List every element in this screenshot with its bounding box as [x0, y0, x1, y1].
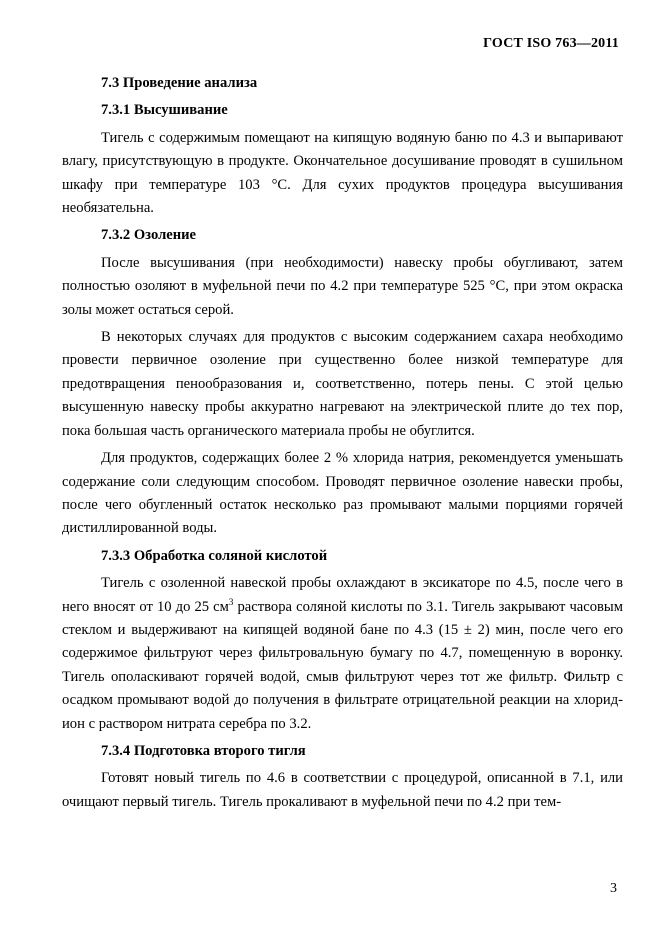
document-header: ГОСТ ISO 763—2011 — [483, 36, 619, 51]
document-body — [62, 72, 623, 818]
page-number: 3 — [610, 881, 617, 896]
section-heading-7-3-4: 7.3.4 Подготовка второго тигля — [101, 742, 306, 759]
paragraph-hydrochloric-acid — [62, 572, 623, 736]
paragraph-ashing-high-sugar: В некоторых случаях для продуктов с высоким содержанием сахара необходимо провести первичное озоление при существенно более низкой температуре для предотвращения пенообразования и, соответственно, потерь пены. С этой целью высушенную навеску пробы аккуратно нагревают на электрической плите до тех пор, пока большая часть органического материала пробы не обуглится. — [62, 329, 623, 439]
section-heading-7-3-2: 7.3.2 Озоление — [101, 227, 197, 244]
paragraph-ashing: После высушивания (при необходимости) навеску пробы обугливают, затем полностью озоляют в муфельной печи по 4.2 при температуре 525 °С, при этом окраска золы может остаться серой. — [62, 254, 623, 318]
paragraph-second-crucible: Готовят новый тигель по 4.6 в соответствии с процедурой, описанной в 7.1, или очищают первый тигель. Тигель прокаливают в муфельной печи по 4.2 при тем- — [62, 770, 623, 810]
superscript: 3 — [228, 596, 234, 607]
paragraph-ashing-sodium-chloride: Для продуктов, содержащих более 2 % хлорида натрия, рекомендуется уменьшать содержание соли следующим способом. Проводят первичное озоление навески пробы, после чего обугленный остаток несколько раз промывают малыми порциями горячей дистиллированной воды. — [62, 450, 623, 537]
paragraph-drying: Тигель с содержимым помещают на кипящую водяную баню по 4.3 и выпаривают влагу, присутствующую в продукте. Окончательное досушивание проводят в сушильном шкафу при температуре 103 °С. Для сухих продуктов процедура высушивания необязательна. — [62, 129, 623, 217]
text-run: раствора соляной кислоты по 3.1. Тигель закрывают часовым стеклом и выдерживают на кипящей водяной бане по 4.3 (15 ± 2) мин, после чего его содержимое фильтруют через фильтровальную бумагу по 4.7, помещенную в воронку. Тигель ополаскивают горячей водой, смыв фильтруют через тот же фильтр. Фильтр с осадком промывают водой до получения в фильтрате отрицательной реакции на хлорид-ион с раствором нитрата серебра по 3.2. — [62, 598, 623, 732]
text-run: Тигель с озоленной навеской пробы охлаждают в эксикаторе по 4.5, после чего в него вносят от 10 до 25 см — [62, 575, 623, 615]
section-heading-7-3: 7.3 Проведение анализа — [101, 75, 258, 91]
section-heading-7-3-1: 7.3.1 Высушивание — [101, 102, 228, 119]
section-heading-7-3-3: 7.3.3 Обработка соляной кислотой — [101, 547, 328, 564]
